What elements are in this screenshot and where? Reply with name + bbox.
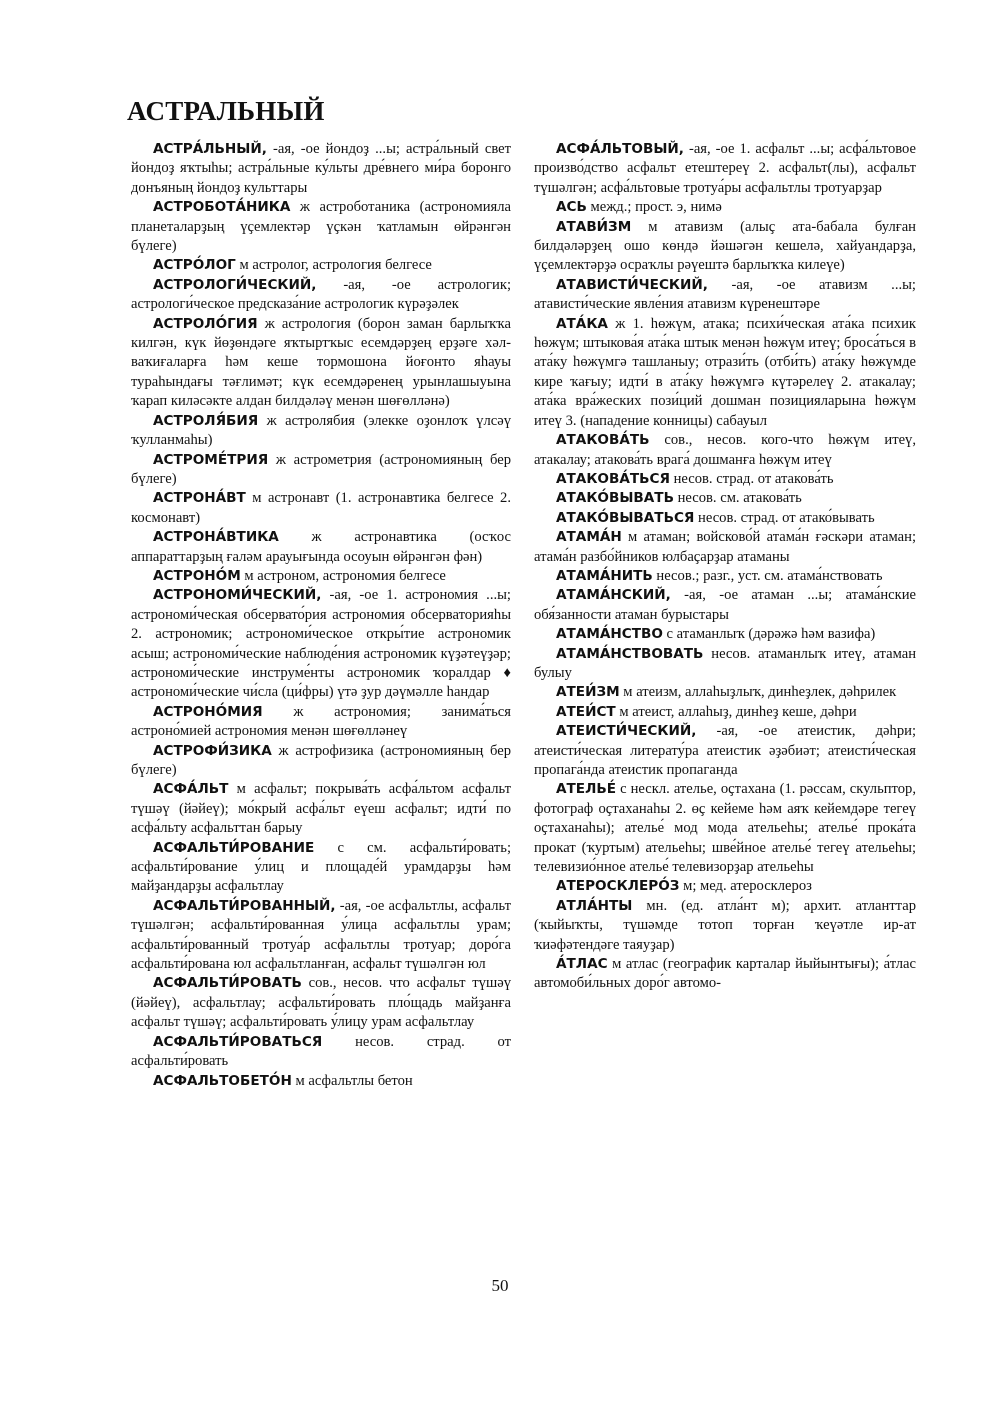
entry-headword: АСТРА́ЛЬНЫЙ, xyxy=(153,141,267,157)
entry-definition: несов.; разг., уст. см. атама́нствовать xyxy=(652,567,883,584)
entry-definition: м астроном, астрономия белгесе xyxy=(240,567,446,584)
dictionary-entry xyxy=(534,625,916,644)
dictionary-entry xyxy=(534,877,916,896)
entry-definition: ж астролябия (элекке оҙонлоҡ үлсәү ҡулланмаһы) xyxy=(131,412,511,449)
entry-headword: АСФАЛЬТИ́РОВАТЬ xyxy=(153,975,302,992)
entry-definition: с нескл. ателье, оҫтахана (1. рәссам, скульптор, фотограф оҫтаханаһы 2. өҫ кейеме һәм аяҡ кейемдәре тегеү оҫтаханаһы); ателье́ мод мода ательеһы; ателье́ прока́та прокат (ҡуртым) ательеһы; шве́йное ателье́ тегеү ательеһы; телевизио́нное ателье́ телевизорҙар ательеһы xyxy=(534,781,916,876)
dictionary-entry xyxy=(131,974,511,1032)
dictionary-entry xyxy=(131,586,511,702)
dictionary-entry xyxy=(534,509,916,528)
entry-headword: АТЕЛЬЕ́ xyxy=(556,781,617,798)
left-column xyxy=(131,140,511,1091)
entry-headword: АТАМА́НСТВОВАТЬ xyxy=(556,645,704,662)
dictionary-entry xyxy=(131,315,511,412)
entry-definition: ж астроботаника (астрономияла планеталарҙың үҫемлектәр үҫкән ҡатламын өйрәнгән бүлеге) xyxy=(131,199,511,255)
right-column xyxy=(534,140,916,994)
entry-definition: несов. страд. от атако́вывать xyxy=(694,509,875,526)
entry-headword: АСТРОФИ́ЗИКА xyxy=(153,742,272,759)
entry-definition: несов. страд. от атакова́ть xyxy=(669,470,834,487)
entry-definition: -ая, -ое атаман ...ы; атама́нские обя́занности атаман бурыстары xyxy=(534,587,916,623)
entry-definition: м атавизм (алыҫ ата-бабала булған билдәләрҙең ошо көндә йәшәгән кешелә, хайуандарҙа, үҫемлектәрҙә осраҡлы рәүештә барлыҡҡа килеүе) xyxy=(534,218,916,274)
entry-headword: АТАКО́ВЫВАТЬСЯ xyxy=(556,509,695,526)
entry-definition: сов., несов. кого-что һөжүм итеү, атакалау; атакова́ть врага́ дошманға һөжүм итеү xyxy=(534,432,916,468)
dictionary-entry xyxy=(534,528,916,567)
entry-definition: -ая, -ое 1. асфальт ...ы; асфа́льтовое произво́дство асфальт етештереү 2. асфальт(лы), асфальт түшәлгән; асфа́льтовые тротуа́ры асфальтлы тротуарҙар xyxy=(534,141,916,196)
dictionary-entry xyxy=(534,431,916,470)
entry-headword: АСФАЛЬТИ́РОВАНИЕ xyxy=(153,839,315,856)
entry-headword: АТАМА́НСКИЙ, xyxy=(556,587,671,604)
entry-headword: АСТРОЛО́ГИЯ xyxy=(153,315,258,332)
dictionary-entry xyxy=(131,256,511,275)
entry-headword: АТА́КА xyxy=(556,315,608,332)
dictionary-entry xyxy=(131,451,511,490)
dictionary-entry xyxy=(131,140,511,198)
entry-definition: -ая, -ое йондоҙ ...ы; астра́льный свет йондоҙ яҡтыһы; астра́льные ку́льты дре́внего ми́ра боронго донъяның йондоҙ культтары xyxy=(131,141,511,196)
entry-definition: несов. атаманлыҡ итеү, атаман булыу xyxy=(534,645,916,681)
entry-headword: АТАКОВА́ТЬ xyxy=(556,432,650,449)
dictionary-entry xyxy=(534,780,916,877)
dictionary-entry xyxy=(131,528,511,567)
dictionary-entry xyxy=(534,489,916,508)
entry-definition: м атеист, аллаһыҙ, динһеҙ кеше, дәһри xyxy=(615,703,857,720)
dictionary-entry xyxy=(534,897,916,955)
entry-headword: АСФАЛЬТИ́РОВАТЬСЯ xyxy=(153,1033,323,1050)
entry-definition: м атлас (географик карталар йыйынтығы); а́тлас автомоби́льных доро́г автомо- xyxy=(534,956,916,992)
page-number: 50 xyxy=(491,1276,509,1295)
entry-headword: А́ТЛАС xyxy=(556,956,608,973)
entry-definition: м асфальтлы бетон xyxy=(291,1072,413,1089)
entry-headword: АСФА́ЛЬТОВЫЙ, xyxy=(556,141,684,157)
entry-headword: АТАВИ́ЗМ xyxy=(556,218,632,235)
entry-definition: мн. (ед. атла́нт м); архит. атланттар (ҡыйыҡты, түшәмде тотоп торған ҡеүәтле ир-ат ҡиәфәтендәге таяуҙар) xyxy=(534,897,916,953)
entry-headword: АСФАЛЬТОБЕТО́Н xyxy=(153,1072,292,1089)
entry-headword: АТЛА́НТЫ xyxy=(556,897,633,914)
entry-definition: с атаманлыҡ (дәрәжә һәм вазифа) xyxy=(662,626,876,643)
dictionary-entry xyxy=(131,1033,511,1072)
running-head: АСТРАЛЬНЫЙ xyxy=(127,96,325,126)
entry-definition: -ая, -ое атавизм ...ы; атависти́ческие явле́ния атавизм күренештәре xyxy=(534,276,916,313)
dictionary-entry xyxy=(131,1072,511,1091)
entry-definition: м астронавт (1. астронавтика белгесе 2. космонавт) xyxy=(131,490,511,526)
dictionary-entry xyxy=(534,198,916,217)
entry-definition: несов. см. атакова́ть xyxy=(673,490,802,507)
entry-definition: -ая, -ое асфальтлы, асфальт түшәлгән; асфальти́рованная у́лица асфальтлы урам; асфальти́рованный тротуа́р асфальтлы тротуар; доро́га асфальти́рована юл асфальтланған, асфальт түшәлгән юл xyxy=(131,897,511,973)
dictionary-entry xyxy=(534,315,916,431)
entry-headword: АТАКОВА́ТЬСЯ xyxy=(556,470,670,487)
dictionary-entry xyxy=(131,703,511,742)
entry-headword: АТАМА́Н xyxy=(556,529,622,546)
entry-headword: АСТРОБОТА́НИКА xyxy=(153,199,291,216)
entry-headword: АТАКО́ВЫВАТЬ xyxy=(556,490,674,507)
dictionary-entry xyxy=(131,198,511,256)
entry-definition: несов. страд. от асфальти́ровать xyxy=(131,1033,511,1070)
entry-definition: м атеизм, аллаһыҙлыҡ, динһеҙлек, дәһрилек xyxy=(619,684,897,701)
dictionary-entry xyxy=(131,489,511,528)
entry-headword: АТЕРОСКЛЕРО́З xyxy=(556,878,680,895)
entry-headword: АСТРОНА́ВТИКА xyxy=(153,529,279,546)
entry-headword: АСТРОЛОГИ́ЧЕСКИЙ, xyxy=(153,276,317,293)
dictionary-entry xyxy=(534,470,916,489)
entry-headword: АСФА́ЛЬТ xyxy=(153,781,229,798)
dictionary-entry xyxy=(534,140,916,198)
entry-headword: АСТРО́ЛОГ xyxy=(153,257,236,274)
entry-definition: -ая, -ое атеистик, дәһри; атеисти́ческая литерату́ра атеистик әҙәбиәт; атеисти́ческая пропага́нда атеистик пропаганда xyxy=(534,723,916,778)
entry-definition: ж астрономия; занима́ться астроно́мией астрономия менән шөғөлләнеү xyxy=(131,703,511,740)
entry-headword: АСЬ xyxy=(556,199,587,216)
entry-headword: АСТРОНА́ВТ xyxy=(153,490,246,507)
dictionary-entry xyxy=(131,276,511,315)
entry-headword: АСТРОНО́МИЯ xyxy=(153,703,263,720)
entry-headword: АСТРОНОМИ́ЧЕСКИЙ, xyxy=(153,587,322,604)
dictionary-entry xyxy=(534,722,916,780)
entry-headword: АТЕИСТИ́ЧЕСКИЙ, xyxy=(556,723,697,740)
entry-definition: с см. асфальти́ровать; асфальти́рование у́лиц и площаде́й урамдарҙы һәм майҙандарҙы асфальтлау xyxy=(131,839,511,895)
entry-definition: ж астронавтика (осҡос аппараттарҙың ғаләм арауығында осоуын өйрәнгән фән) xyxy=(131,529,511,565)
entry-definition: ж 1. һөжүм, атака; психи́ческая ата́ка психик һөжүм; штыкова́я ата́ка штык менән һөжүм итеү; броса́ться в ата́ку һөжүмгә ташланыу; отрази́ть (отби́ть) ата́ку һөжүмде кире ҡағыу; идти́ в ата́ку һөжүмгә күтәрелеү 2. атакалау; ата́ка вра́жеских пози́ций дошман позицияларына һөжүм итеү 3. (нападение конницы) сабауыл xyxy=(534,315,916,429)
dictionary-entry xyxy=(534,218,916,276)
entry-headword: АТЕИ́ЗМ xyxy=(556,684,620,701)
dictionary-entry xyxy=(131,839,511,897)
dictionary-entry xyxy=(534,586,916,625)
entry-headword: АТАМА́НИТЬ xyxy=(556,567,653,584)
entry-headword: АСТРОНО́М xyxy=(153,567,241,584)
dictionary-entry xyxy=(534,703,916,722)
dictionary-entry xyxy=(534,567,916,586)
entry-definition: ж астрометрия (астрономияның бер бүлеге) xyxy=(131,451,511,487)
entry-headword: АТЕИ́СТ xyxy=(556,703,616,720)
dictionary-entry xyxy=(534,683,916,702)
dictionary-entry xyxy=(534,645,916,684)
dictionary-entry xyxy=(534,955,916,994)
entry-definition: м астролог, астрология белгесе xyxy=(235,257,432,274)
entry-headword: АТАМА́НСТВО xyxy=(556,626,663,643)
dictionary-entry xyxy=(131,742,511,781)
entry-headword: АСТРОЛЯ́БИЯ xyxy=(153,412,259,429)
dictionary-entry xyxy=(131,412,511,451)
entry-definition: м атаман; войсково́й атама́н ғәскәри атаман; атама́н разбо́йников юлбаҫарҙар атаманы xyxy=(534,529,916,565)
entry-definition: ж астрофизика (астрономияның бер бүлеге) xyxy=(131,742,511,778)
entry-definition: -ая, -ое астрологик; астрологи́ческое предсказа́ние астрологик күрәҙәлек xyxy=(131,276,511,313)
entry-definition: сов., несов. что асфальт түшәү (йәйеү), асфальтлау; асфальти́ровать пло́щадь майҙанға асфальт түшәү; асфальти́ровать у́лицу урам асфальтлау xyxy=(131,975,511,1031)
entry-headword: АТАВИСТИ́ЧЕСКИЙ, xyxy=(556,276,708,293)
entry-definition: м; мед. атеросклероз xyxy=(679,878,812,895)
entry-headword: АСФАЛЬТИ́РОВАННЫЙ, xyxy=(153,897,336,914)
dictionary-entry xyxy=(131,567,511,586)
entry-headword: АСТРОМЕ́ТРИЯ xyxy=(153,451,269,468)
dictionary-entry xyxy=(131,897,511,975)
entry-definition: -ая, -ое 1. астрономия ...ы; астрономи́ческая обсервато́рия астрономия обсерваторияһы 2. астрономик; астрономи́ческое откры́тие астрономик асыш; астрономи́ческие наблюде́ния астрономик күҙәтеүҙәр; астрономи́ческие инструме́нты астрономик ҡоралдар ♦ астрономи́ческие чи́сла (ци́фры) үтә ҙур дәүмәлле һандар xyxy=(131,587,511,701)
dictionary-entry xyxy=(534,276,916,315)
entry-definition: ж астрология (борон заман барлыҡҡа килгән, күк йөҙөндәге яҡтыртҡыс есемдәрҙең ерҙәге хәл-ваҡиғаларға һәм кеше тормошона йоғонто яһауы тураһындағы тәғлимәт; күк есемдәренең урынлашыуына ҡарап киләсәкте алдан билдәләү менән шөғөлләнә) xyxy=(131,315,511,410)
dictionary-entry xyxy=(131,780,511,838)
entry-definition: межд.; прост. э, нимә xyxy=(586,199,722,216)
entry-definition: м асфальт; покрыва́ть асфа́льтом асфальт түшәү (йәйеү); мо́крый асфа́льт еүеш асфальт; идти́ по асфа́льту асфальттан барыу xyxy=(131,781,511,837)
